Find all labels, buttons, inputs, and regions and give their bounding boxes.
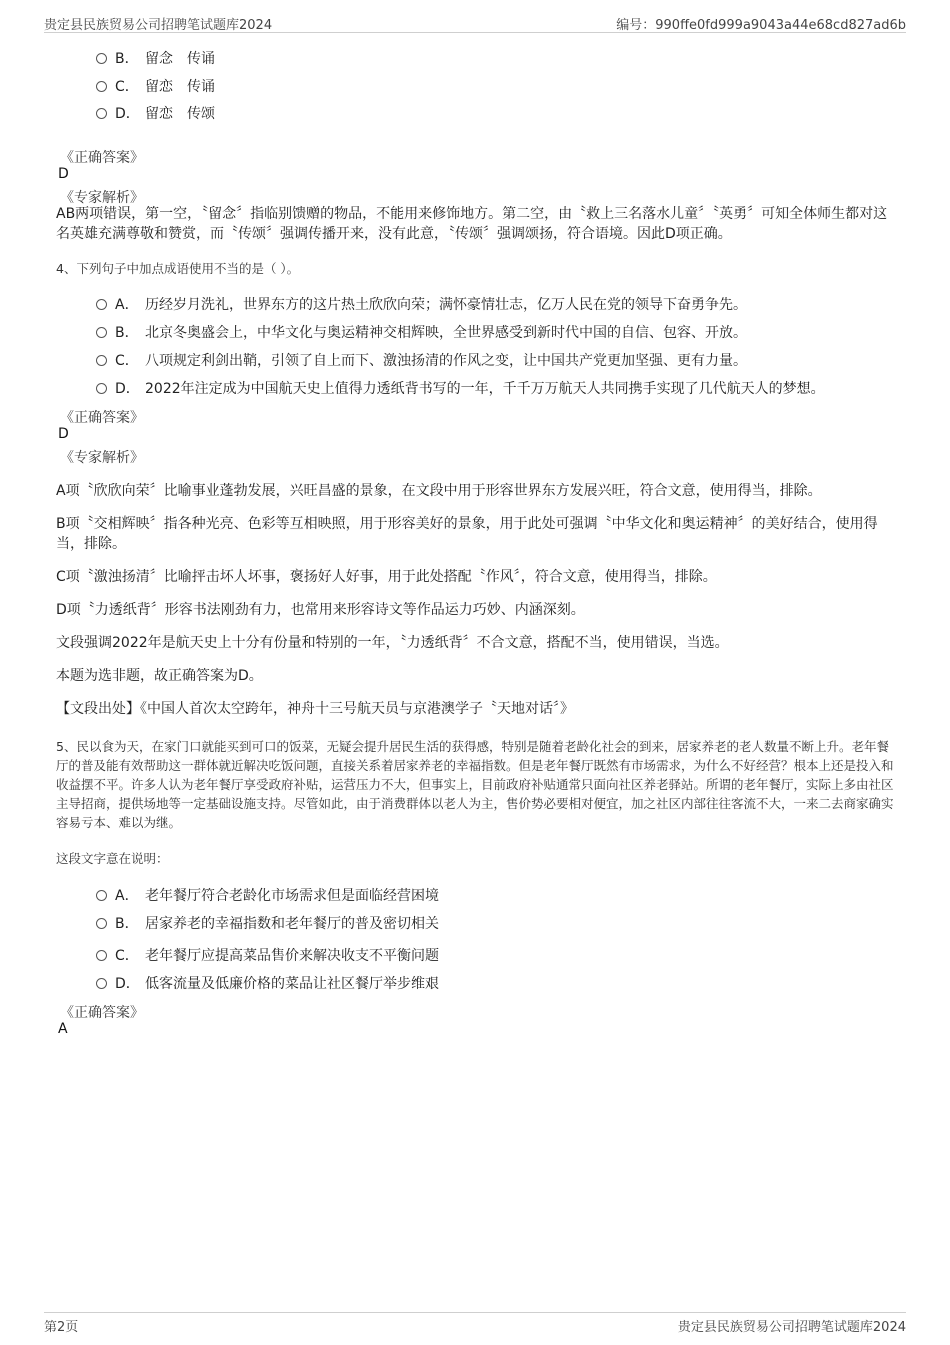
q4-option-d[interactable]: D． 2022年注定成为中国航天史上值得力透纸背书写的一年，千千万万航天人共同携手实现了几代航天人的梦想。 bbox=[96, 378, 825, 400]
page-header bbox=[44, 14, 906, 33]
q4-option-a[interactable]: A． 历经岁月洗礼，世界东方的这片热土欣欣向荣；满怀豪情壮志，亿万人民在党的领导下奋勇争先。 bbox=[96, 294, 747, 316]
q3-option-c[interactable]: C． 留恋 传诵 bbox=[96, 76, 215, 98]
q3-option-d[interactable]: D． 留恋 传颂 bbox=[96, 103, 215, 125]
radio-icon[interactable] bbox=[96, 81, 107, 92]
header-serial: 编号：990ffe0fd999a9043a44e68cd827ad6b bbox=[616, 18, 906, 33]
radio-icon[interactable] bbox=[96, 108, 107, 119]
q4-source: 【文段出处】《中国人首次太空跨年，神舟十三号航天员与京港澳学子〝天地对话〞》 bbox=[56, 701, 574, 717]
footer-title: 贵定县民族贸易公司招聘笔试题库2024 bbox=[677, 1320, 906, 1335]
q4-option-c[interactable]: C． 八项规定利剑出鞘，引领了自上而下、激浊扬清的作风之变，让中国共产党更加坚强、更有力量。 bbox=[96, 350, 747, 372]
page-footer bbox=[44, 1312, 906, 1335]
q5-answer-label: 《正确答案》 bbox=[60, 1005, 144, 1021]
radio-icon[interactable] bbox=[96, 53, 107, 64]
q4-analysis-label: 《专家解析》 bbox=[60, 450, 144, 466]
q4-question: 4、下列句子中加点成语使用不当的是（ ）。 bbox=[56, 261, 300, 276]
radio-icon[interactable] bbox=[96, 327, 107, 338]
radio-icon[interactable] bbox=[96, 383, 107, 394]
q5-passage: 5、民以食为天，在家门口就能买到可口的饭菜，无疑会提升居民生活的获得感，特别是随着老龄化社会的到来，居家养老的老人数量不断上升。老年餐厅的普及能有效帮助这一群体就近解决吃饭问题，直接关系着居家养老的幸福指数。但是老年餐厅既然有市场需求，为什么不好经营？根本上还是投入和收益摆不平。许多人认为老年餐厅享受政府补贴，运营压力不大，但事实上，目前政府补贴通常只面向社区养老驿站。所谓的老年餐厅，实际上多由社区主导招商，提供场地等一定基础设施支持。尽管如此，由于消费群体以老人为主，售价势必要相对便宜，加之社区内部往往客流不大，一来二去商家确实容易亏本、难以为继。 bbox=[56, 739, 894, 830]
q3-analysis: AB两项错误，第一空，〝留念〞指临别馈赠的物品，不能用来修饰地方。第二空，由〝救上三名落水儿童〞〝英勇〞可知全体师生都对这名英雄充满尊敬和赞赏，而〝传颂〞强调传播开来，没有此意，〝传颂〞强调颂扬，符合语境。因此D项正确。 bbox=[56, 206, 888, 242]
q5-question: 这段文字意在说明： bbox=[56, 851, 169, 866]
q5-option-c[interactable]: C． 老年餐厅应提高菜品售价来解决收支不平衡问题 bbox=[96, 945, 439, 967]
q3-answer-label: 《正确答案》 bbox=[60, 150, 144, 166]
q3-analysis-label: 《专家解析》 bbox=[60, 190, 144, 206]
q5-option-d[interactable]: D． 低客流量及低廉价格的菜品让社区餐厅举步维艰 bbox=[96, 973, 439, 995]
q4-analysis-b: B项〝交相辉映〞指各种光亮、色彩等互相映照，用于形容美好的景象，用于此处可强调〝中华文化和奥运精神〞的美好结合，使用得当，排除。 bbox=[56, 516, 878, 552]
q3-answer: D bbox=[58, 166, 69, 182]
q5-option-b[interactable]: B． 居家养老的幸福指数和老年餐厅的普及密切相关 bbox=[96, 913, 439, 935]
q5-option-a[interactable]: A． 老年餐厅符合老龄化市场需求但是面临经营困境 bbox=[96, 885, 439, 907]
radio-icon[interactable] bbox=[96, 978, 107, 989]
q5-answer: A bbox=[58, 1021, 68, 1037]
q4-analysis-conclusion: 文段强调2022年是航天史上十分有份量和特别的一年，〝力透纸背〞不合文意，搭配不当，使用错误，当选。 bbox=[56, 635, 729, 651]
header-title: 贵定县民族贸易公司招聘笔试题库2024 bbox=[44, 18, 273, 33]
q4-answer-label: 《正确答案》 bbox=[60, 410, 144, 426]
q4-answer: D bbox=[58, 426, 69, 442]
radio-icon[interactable] bbox=[96, 950, 107, 961]
q4-analysis-a: A项〝欣欣向荣〞比喻事业蓬勃发展，兴旺昌盛的景象，在文段中用于形容世界东方发展兴旺，符合文意，使用得当，排除。 bbox=[56, 483, 822, 499]
page-number: 第2页 bbox=[44, 1320, 79, 1335]
q4-option-b[interactable]: B． 北京冬奥盛会上，中华文化与奥运精神交相辉映，全世界感受到新时代中国的自信、包容、开放。 bbox=[96, 322, 747, 344]
radio-icon[interactable] bbox=[96, 890, 107, 901]
q4-analysis-c: C项〝激浊扬清〞比喻抨击坏人坏事，褒扬好人好事，用于此处搭配〝作风〞，符合文意，使用得当，排除。 bbox=[56, 569, 717, 585]
q4-analysis-answer: 本题为选非题，故正确答案为D。 bbox=[56, 668, 263, 684]
q4-analysis-d: D项〝力透纸背〞形容书法刚劲有力，也常用来形容诗文等作品运力巧妙、内涵深刻。 bbox=[56, 602, 585, 618]
radio-icon[interactable] bbox=[96, 299, 107, 310]
q3-option-b[interactable]: B． 留念 传诵 bbox=[96, 48, 215, 70]
radio-icon[interactable] bbox=[96, 918, 107, 929]
radio-icon[interactable] bbox=[96, 355, 107, 366]
